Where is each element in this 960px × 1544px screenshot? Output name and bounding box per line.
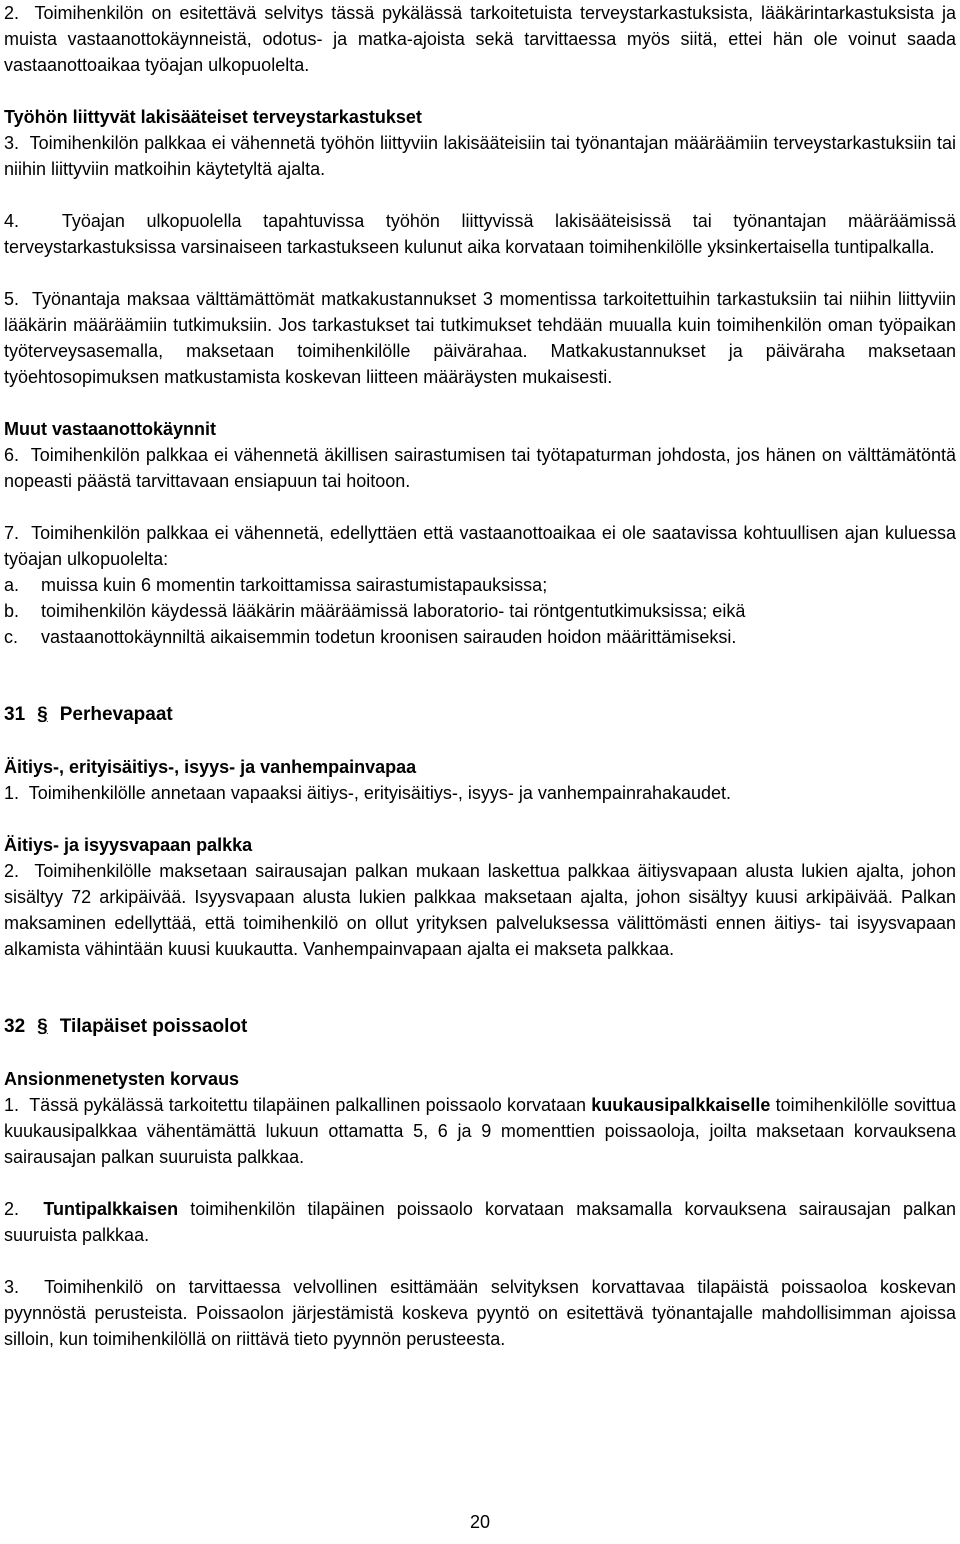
heading-earnings-compensation: Ansionmenetysten korvaus [4, 1069, 240, 1089]
list-item-text: vastaanottokäynniltä aikaisemmin todetun kroonisen sairauden hoidon määrittämiseksi. [41, 627, 737, 647]
list-item [4, 624, 956, 650]
paragraph-2: 2. Toimihenkilön on esitettävä selvitys tässä pykälässä tarkoitetuista terveystarkastuksista, lääkärintarkastuksista ja muista vastaanottokäynneistä, odotus- ja matka-ajoista sekä tarvittaessa myös siitä, ettei hän ole voinut saada vastaanottoaikaa työajan ulkopuolelta. [4, 3, 956, 75]
list-item-label: a. [4, 575, 20, 595]
paragraph-6: 6. Toimihenkilön palkkaa ei vähennetä äkillisen sairastumisen tai työtapaturman johdosta, jos hänen on välttämätöntä nopeasti päästä tarvittavaan ensiapuun tai hoitoon. [4, 445, 956, 491]
list-7 [4, 572, 956, 650]
heading-parental-leave: Äitiys-, erityisäitiys-, isyys- ja vanhempainvapaa [4, 757, 417, 777]
section-32-heading [4, 1014, 956, 1040]
paragraph-5: 5. Työnantaja maksaa välttämättömät matkakustannukset 3 momentissa tarkoitettuihin tarkastuksiin tai niihin liittyviin lääkärin määräämiin tutkimuksiin. Jos tarkastukset tai tutkimukset tehdään muualla kuin toimihenkilön oman työpaikan työterveysasemalla, maksetaan toimihenkilölle päivärahaa. Matkakustannukset ja päiväraha maksetaan työehtosopimuksen matkustamista koskevan liitteen määräysten mukaisesti. [4, 289, 956, 387]
paragraph-3: 3. Toimihenkilön palkkaa ei vähennetä työhön liittyviin lakisääteisiin tai työnantajan määräämiin terveystarkastuksiin tai niihin liittyviin matkoihin käytetyltä ajalta. [4, 133, 956, 179]
section-31-heading [4, 702, 956, 728]
heading-statutory-checkups: Työhön liittyvät lakisääteiset terveystarkastukset [4, 107, 422, 127]
paragraph-32-1-end: toimihenkilölle sovittua kuukausipalkkaa vähentämättä lukuun ottamatta 5, 6 ja 9 momenttien poissaoloja, joilta maksetaan korvauksena sairausajan palkan suuruista palkkaa. [4, 1095, 956, 1167]
section-sign: § [37, 704, 48, 725]
paragraph-31-2: 2. Toimihenkilölle maksetaan sairausajan palkan mukaan laskettua palkkaa äitiysvapaan alusta lukien ajalta, johon sisältyy 72 arkipäivää. Isyysvapaan alusta lukien palkkaa maksetaan ajalta, johon sisältyy kuusi arkipäivää. Palkan maksaminen edellyttää, että toimihenkilö on ollut yrityksen palveluksessa välittömästi ennen äitiys- tai isyysvapaan alkamista vähintään kuusi kuukautta. Vanhempainvapaan ajalta ei makseta palkkaa. [4, 861, 956, 959]
section-32-number: 32 [4, 1016, 26, 1037]
document-page [4, 0, 956, 1352]
section-31-number: 31 [4, 704, 26, 725]
paragraph-7: 7. Toimihenkilön palkkaa ei vähennetä, edellyttäen että vastaanottoaikaa ei ole saatavissa kohtuullisen ajan kuluessa työajan ulkopuolelta: [4, 523, 956, 569]
paragraph-32-3: 3. Toimihenkilö on tarvittaessa velvollinen esittämään selvityksen korvattavaa tilapäistä poissaoloa koskevan pyynnöstä perusteista. Poissaolon järjestämistä koskeva pyyntö on esitettävä työnantajalle mahdollisimman ajoissa silloin, kun toimihenkilöllä on riittävä tieto pyynnön perusteesta. [4, 1277, 956, 1349]
list-item-text: muissa kuin 6 momentin tarkoittamissa sairastumistapauksissa; [41, 575, 548, 595]
list-item-text: toimihenkilön käydessä lääkärin määräämissä laboratorio- tai röntgentutkimuksissa; eikä [41, 601, 746, 621]
monthly-salaried-term: kuukausipalkkaiselle [591, 1095, 771, 1115]
paragraph-32-1 [4, 1092, 956, 1170]
paragraph-32-1-start: 1. Tässä pykälässä tarkoitettu tilapäinen palkallinen poissaolo korvataan [4, 1095, 592, 1115]
paragraph-32-2 [4, 1196, 956, 1248]
heading-other-visits: Muut vastaanottokäynnit [4, 419, 217, 439]
section-31-title: Perhevapaat [59, 704, 173, 725]
list-item-label: b. [4, 601, 20, 621]
paragraph-31-1: 1. Toimihenkilölle annetaan vapaaksi äitiys-, erityisäitiys-, isyys- ja vanhempainrahakaudet. [4, 783, 732, 803]
page-number: 20 [469, 1512, 491, 1532]
section-sign: § [37, 1016, 48, 1037]
list-item-label: c. [4, 627, 19, 647]
paragraph-32-2-end: toimihenkilön tilapäinen poissaolo korvataan maksamalla korvauksena sairausajan palkan suuruista palkkaa. [4, 1199, 956, 1245]
hourly-paid-term: Tuntipalkkaisen [43, 1199, 179, 1219]
paragraph-32-2-number: 2. [4, 1199, 44, 1219]
list-item [4, 598, 956, 624]
list-item [4, 572, 956, 598]
heading-leave-pay: Äitiys- ja isyysvapaan palkka [4, 835, 253, 855]
paragraph-4: 4. Työajan ulkopuolella tapahtuvissa työhön liittyvissä lakisääteisissä tai työnantajan määräämissä terveystarkastuksissa varsinaiseen tarkastukseen kulunut aika korvataan toimihenkilölle yksinkertaisella tuntipalkalla. [4, 211, 956, 257]
section-32-title: Tilapäiset poissaolot [59, 1016, 248, 1037]
